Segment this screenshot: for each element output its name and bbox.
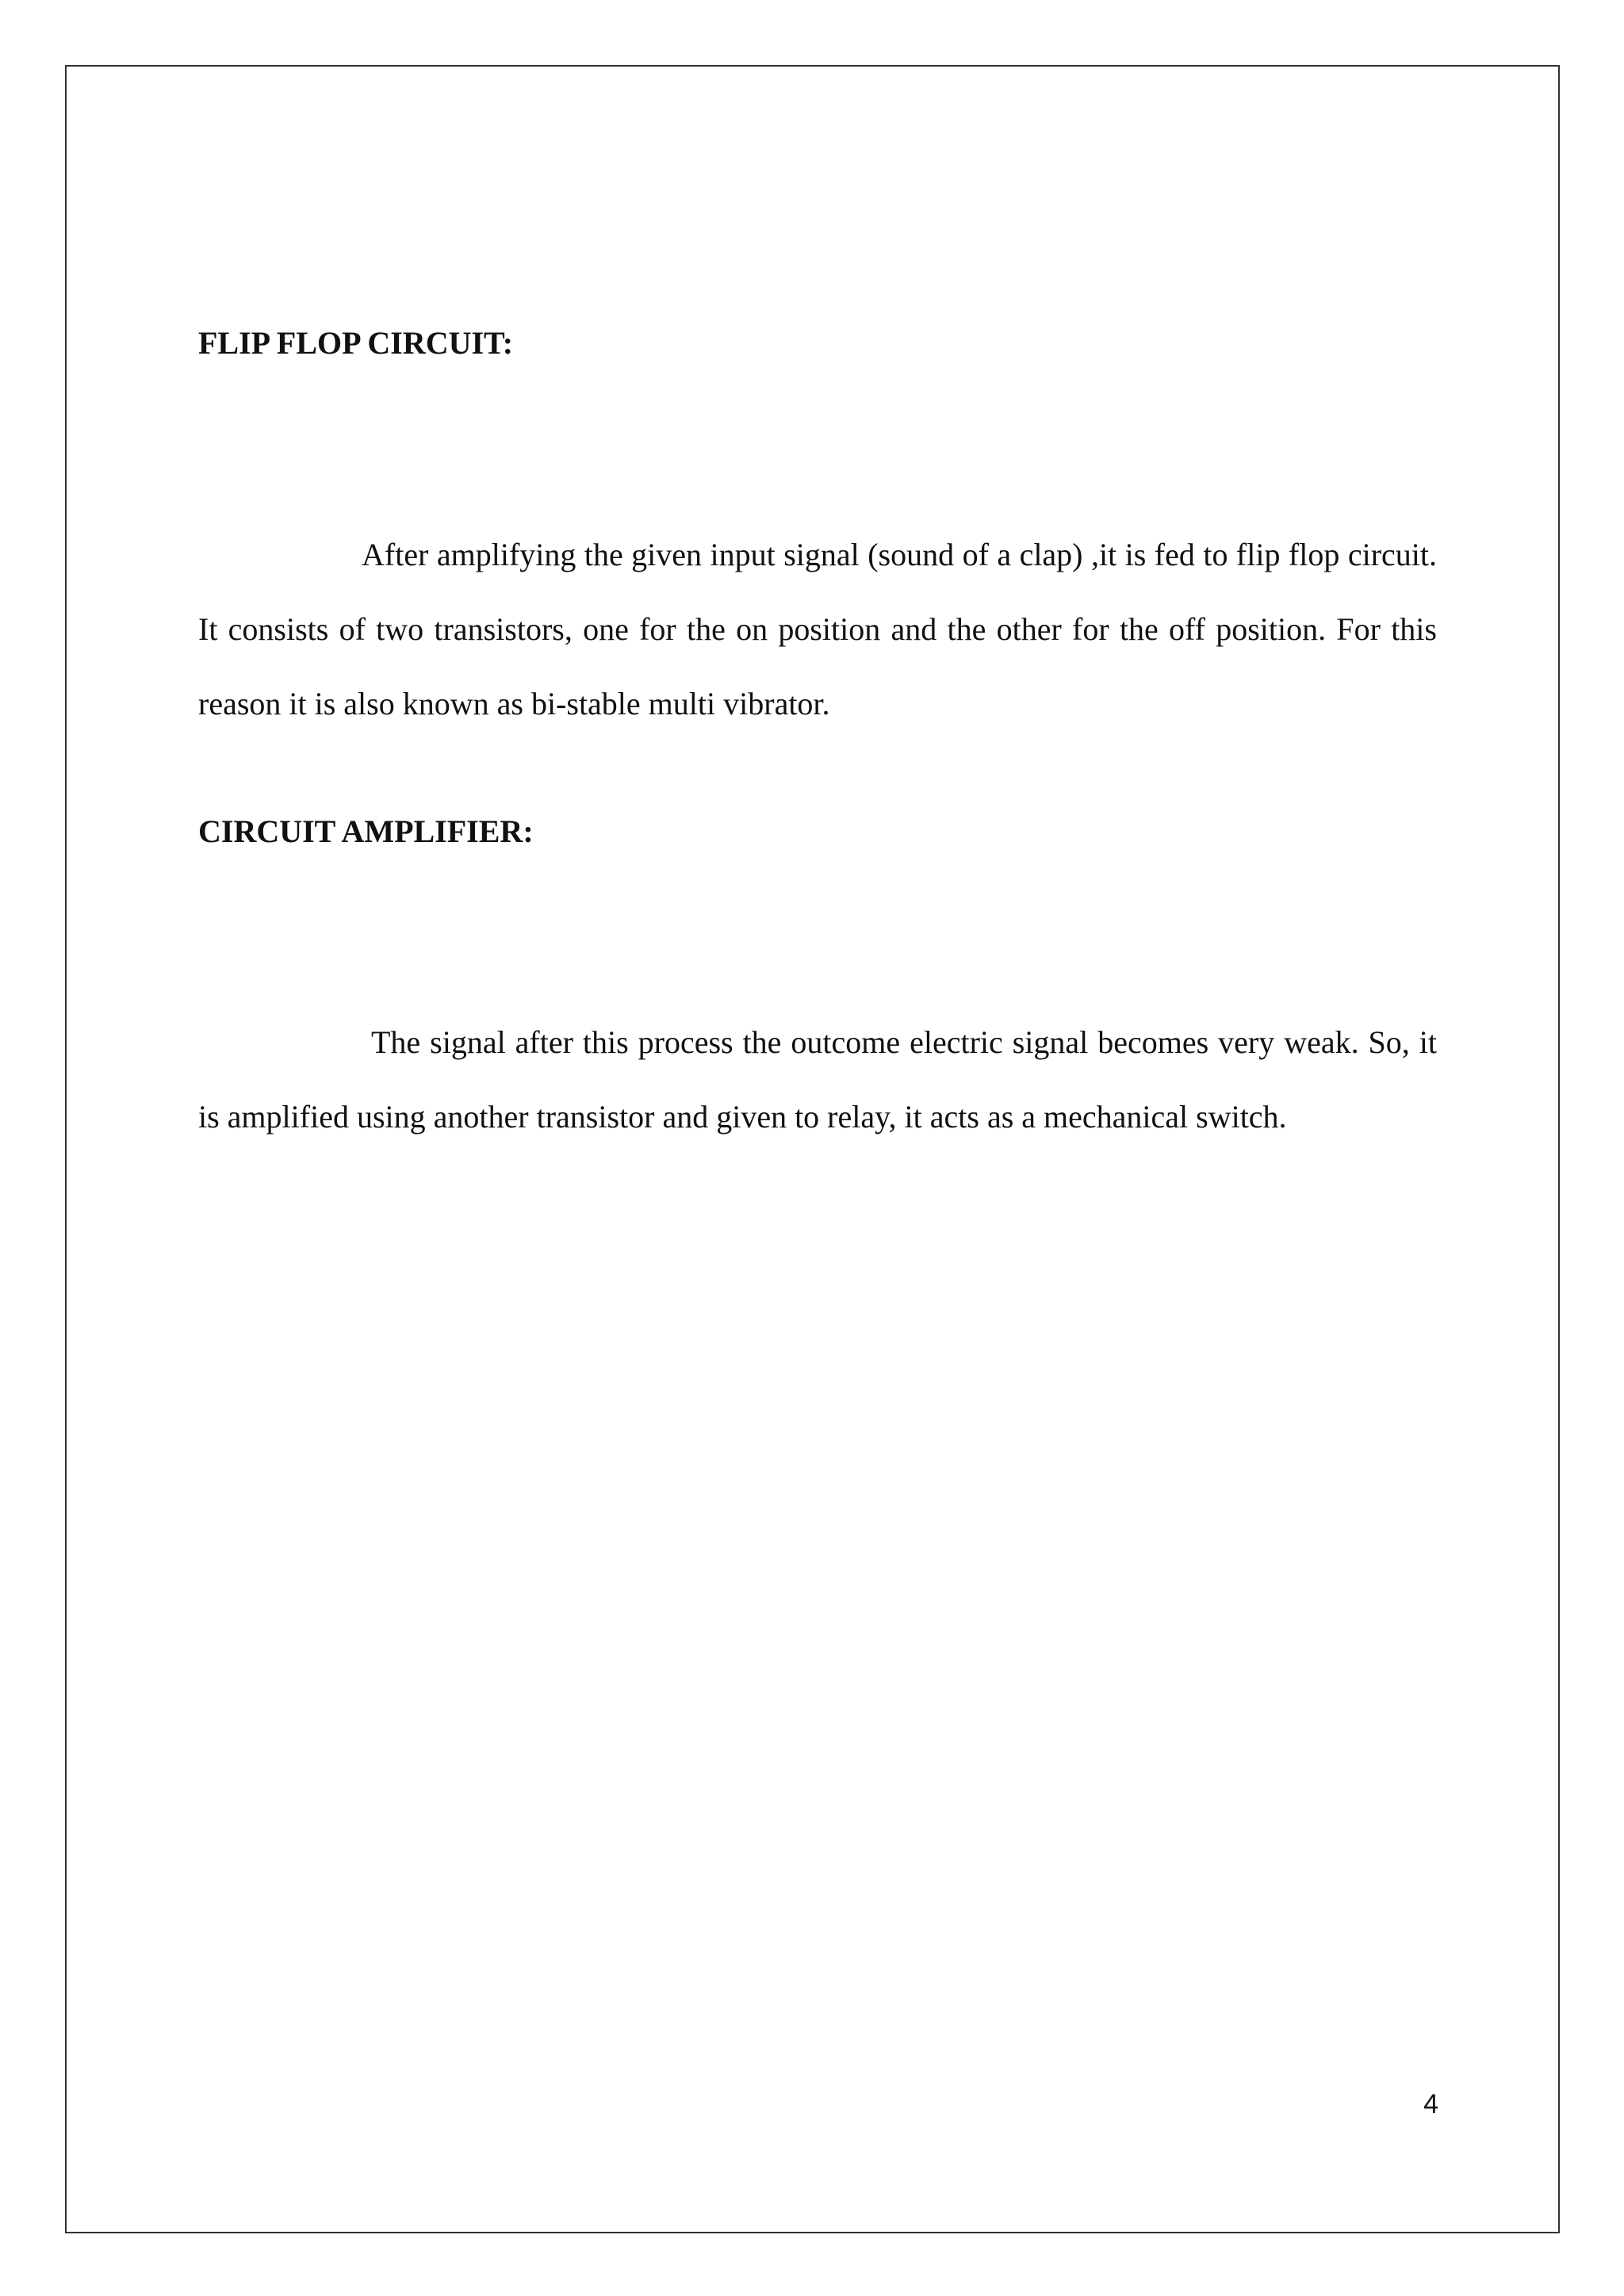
page-number: 4 (1423, 2089, 1438, 2119)
section-paragraph-flip-flop-circuit: After amplifying the given input signal (sound of a clap) ,it is fed to flip flop circuit. It consists of two transistors, one for the on position and the other for the off position. For this reason it is also known as bi-stable multi vibrator. (198, 537, 1437, 721)
section-heading-circuit-amplifier: CIRCUIT AMPLIFIER: (198, 813, 534, 849)
section-heading-flip-flop-circuit: FLIP FLOP CIRCUIT: (198, 325, 514, 361)
section-paragraph-circuit-amplifier: The signal after this process the outcome electric signal becomes very weak. So, it is amplified using another transistor and given to relay, it acts as a mechanical switch. (198, 1024, 1437, 1135)
